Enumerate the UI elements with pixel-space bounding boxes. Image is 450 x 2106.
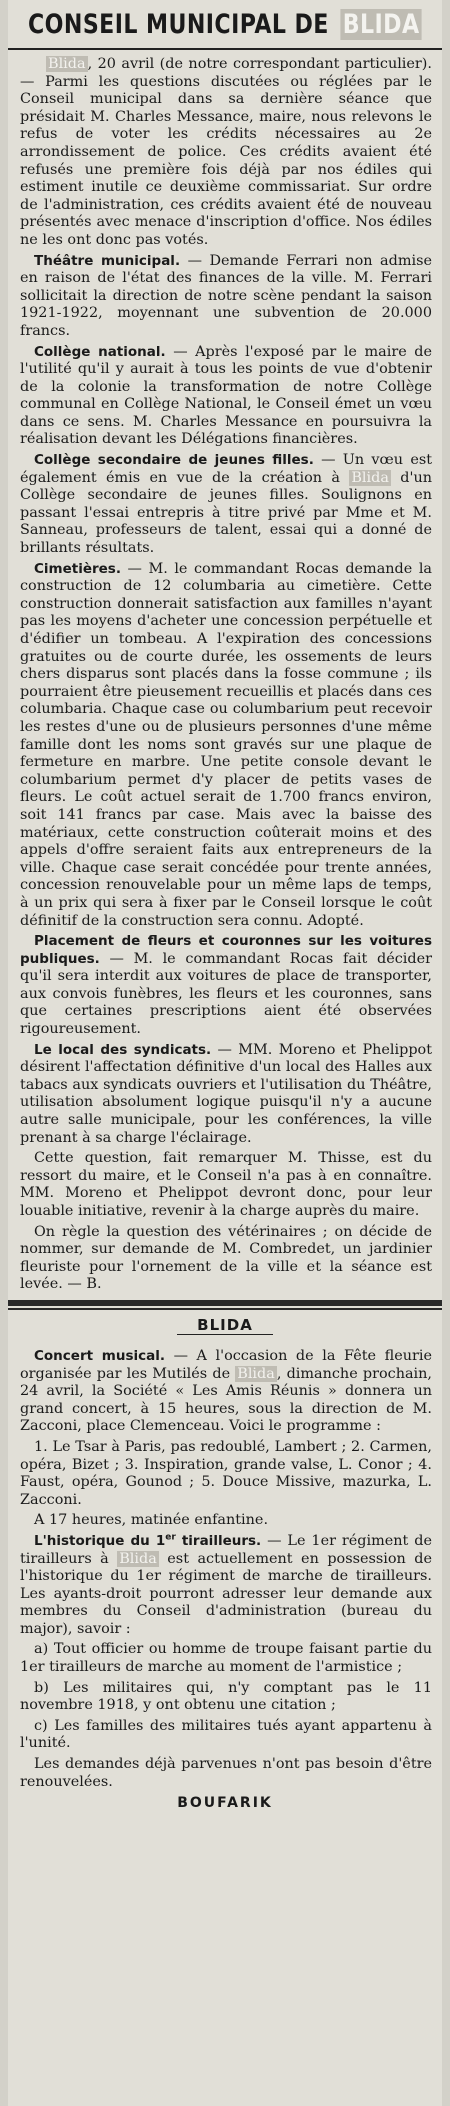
place-name: Blida [48,56,86,72]
article-college-jeunes-filles [20,452,432,558]
rubric: Concert musical. [34,1347,165,1364]
section-heading-text: BLIDA [177,1316,273,1335]
article-concert [20,1348,432,1436]
article-syndicats-2: Cette question, fait remarquer M. Thisse, est du ressort du maire, et le Conseil n'a pas à en connaître. MM. Moreno et Phelippot devront donc, pour leur louable initiative, revenir à la charge auprès du maire. [20,1150,432,1219]
article-historique [20,1533,432,1639]
section-divider [8,1300,442,1306]
article-text: , dimanche prochain, 24 avril, la Société « Les Amis Réunis » donnera un grand concert, à 15 heures, sous la direction de M. Zacconi, place Clemenceau. Voici le programme : [20,1365,432,1435]
rubric-sup: er [165,1532,176,1543]
article-fleurs [20,933,432,1039]
section-heading [8,1316,442,1334]
article-text: — Un vœu est également émis en vue de la création à [20,452,432,486]
article-text: , 20 avril (de notre correspondant particulier). — Parmi les questions discutées ou réglées par le Conseil municipal dans sa dernière séance que présidait M. Charles Messance, maire, nous relevons le refus de voter les crédits nécessaires au 2e arrondissement de police. Ces crédits avaient été refusés une première fois déjà par nos édiles qui estiment inutile ce deuxième commissariat. Sur ordre de l'administration, ces crédits avaient été de nouveau présentés avec menace d'inscription d'office. Nos édiles ne les ont donc pas votés. [20,56,432,248]
article-text: — A l'occasion de la Fête fleurie organisée par les Mutilés de [20,1347,432,1382]
article-column [8,50,442,1294]
masthead-title [28,9,422,40]
rubric-part: L'historique du 1 [34,1532,166,1549]
article-text: — M. le commandant Rocas demande la construction de 12 columbaria au cimetière. Cette construction donnerait satisfaction aux familles n'ayant pas les moyens d'acheter une concession perpétuelle et d'édifier un tombeau. A l'expiration des concessions gratuites ou de courte durée, les ossements de leurs chers disparus sont placés dans la fosse commune ; ils pourraient être pieusement recueillis et placés dans ces columbaria. Chaque case ou columbarium peut recevoir les restes d'une ou de plusieurs personnes d'une même famille dont les noms sont gravés sur une plaque de fermeture en marbre. Une petite console devant le columbarium permet d'y placer de petits vases de fleurs. Le coût actuel serait de 1.700 francs environ, soit 141 francs par case. Mais avec la baisse des matériaux, cette construction coûterait moins et des appels d'offre seraient faits aux entrepreneurs de la ville. Chaque case serait concédée pour trente années, concession renouvelable pour un même laps de temps, à un prix qui sera à fixer par le Conseil lorsque le coût définitif de la construction sera connu. Adopté. [20,560,432,929]
rubric [34,1533,261,1549]
rubric: Théâtre municipal. [34,252,181,269]
rubric: Placement de fleurs et couronnes sur les voitures publiques. [20,933,432,967]
article-text: est actuellement en possession de l'historique du 1er régiment de marche de tirailleurs. Les ayants-droit pourront adresser leur demande aux membres du Conseil d'administration (bureau du major), savoir : [20,1550,432,1637]
concert-after: A 17 heures, matinée enfantine. [34,1512,269,1529]
article-text: — MM. Moreno et Phelippot désirent l'affectation définitive d'un local des Halles aux tabacs aux syndicats ouvriers et l'utilisation du Théâtre, utilisation absolument logique puisqu'il n'y a aucune autre salle municipale, pour les conférences, la ville prenant à sa charge l'éclairage. [20,1041,432,1146]
article-college-national [20,344,432,450]
place-name: Blida [237,1365,275,1382]
section2-column [8,1342,442,1791]
rubric: Collège national. [34,343,166,360]
article-text: — Le 1er régiment de tirailleurs à [20,1532,432,1567]
rubric: Le local des syndicats. [34,1041,212,1058]
historique-closing: Les demandes déjà parvenues n'ont pas besoin d'être renouvelées. [20,1756,432,1790]
section-divider-thin [8,1308,442,1310]
list-item: c) Les familles des militaires tués ayant appartenu à l'unité. [20,1717,432,1752]
rubric: Collège secondaire de jeunes filles. [34,452,314,469]
place-name: Blida [351,469,389,486]
masthead-title-text: CONSEIL MUNICIPAL DE [28,8,329,40]
rubric-part: tirailleurs. [175,1532,262,1549]
list-item: b) Les militaires qui, n'y comptant pas le 11 novembre 1918, y ont obtenu une citation ; [20,1679,432,1714]
article-intro [20,56,432,250]
rubric: Cimetières. [34,560,121,577]
article-theatre [20,253,432,341]
next-section-heading: BOUFARIK [177,1795,273,1812]
masthead [8,0,442,50]
article-text: — Après l'exposé par le maire de l'utilité qu'il y aurait à tous les points de vue d'obtenir de la colonie la transformation de notre Collège communal en Collège National, le Conseil émet un vœu dans ce sens. M. Charles Messance en poursuivra la réalisation devant les Délégations financières. [20,343,432,448]
article-syndicats [20,1042,432,1148]
article-syndicats-3: On règle la question des vétérinaires ; on décide de nommer, sur demande de M. Combredet, un jardinier fleuriste pour l'ornement de la ville et la séance est levée. — B. [20,1223,432,1293]
place-name: Blida [119,1550,157,1567]
article-cimetieres [20,561,432,930]
masthead-place: BLIDA [340,9,422,40]
article-text: — Demande Ferrari non admise en raison de l'état des finances de la ville. M. Ferrari sollicitait la direction de notre scène pendant la saison 1921-1922, moyennant une subvention de 20.000 francs. [20,252,432,339]
article-text: — M. le commandant Rocas fait décider qu'il sera interdit aux voitures de place de transporter, aux convois funèbres, les fleurs et les couronnes, sans que certaines prescriptions aient été observées rigoureusement. [20,950,432,1038]
article-text: d'un Collège secondaire de jeunes filles. Soulignons en passant l'essai entrepris à titre privé par Mme et M. Sanneau, professeurs de talent, essai qui a donné de brillants résultats. [20,469,433,557]
newspaper-page [8,0,442,2106]
concert-program: 1. Le Tsar à Paris, pas redoublé, Lambert ; 2. Carmen, opéra, Bizet ; 3. Inspiration, grande valse, L. Conor ; 4. Faust, opéra, Gounod ; 5. Douce Missive, mazurka, L. Zacconi. [20,1438,432,1508]
list-item: a) Tout officier ou homme de troupe faisant partie du 1er tirailleurs de marche au moment de l'armistice ; [20,1641,432,1676]
